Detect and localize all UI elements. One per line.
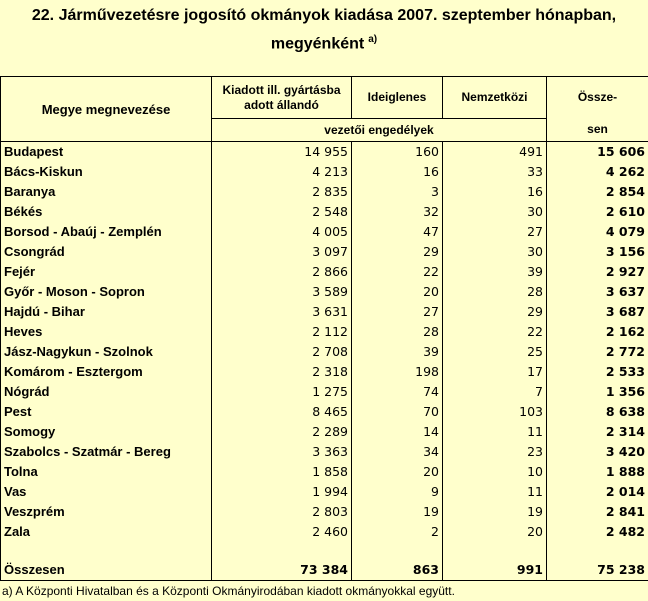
county-name: Somogy	[1, 422, 212, 442]
title-line-2	[0, 28, 648, 56]
cell-ideiglenes: 2	[352, 522, 443, 542]
cell-osszesen: 2 533	[547, 362, 648, 382]
cell-ideiglenes: 198	[352, 362, 443, 382]
cell-allando: 2 548	[212, 202, 352, 222]
cell-nemzetkozi: 30	[443, 242, 547, 262]
table-row	[1, 402, 648, 422]
header-allando: Kiadott ill. gyártásba adott állandó	[212, 77, 352, 119]
cell-osszesen: 2 610	[547, 202, 648, 222]
cell-osszesen: 3 637	[547, 282, 648, 302]
cell-ideiglenes: 863	[352, 560, 443, 581]
cell-ideiglenes: 3	[352, 182, 443, 202]
title-line-1: 22. Járművezetésre jogosító okmányok kiadása 2007. szeptember hónapban,	[31, 7, 617, 24]
cell-osszesen: 2 014	[547, 482, 648, 502]
cell-allando: 14 955	[212, 142, 352, 163]
cell-osszesen: 2 841	[547, 502, 648, 522]
county-name: Bács-Kiskun	[1, 162, 212, 182]
county-name: Nógrád	[1, 382, 212, 402]
cell-nemzetkozi: 7	[443, 382, 547, 402]
cell-nemzetkozi: 27	[443, 222, 547, 242]
county-name: Budapest	[1, 142, 212, 163]
title-line-2-text: megyénként	[270, 35, 365, 53]
header-nemzetkozi: Nemzetközi	[443, 77, 547, 119]
table-title	[0, 0, 648, 76]
county-name: Hajdú - Bihar	[1, 302, 212, 322]
cell-osszesen: 2 772	[547, 342, 648, 362]
county-name: Komárom - Esztergom	[1, 362, 212, 382]
county-name: Pest	[1, 402, 212, 422]
cell-osszesen: 4 079	[547, 222, 648, 242]
cell-nemzetkozi: 23	[443, 442, 547, 462]
cell-nemzetkozi: 19	[443, 502, 547, 522]
cell-osszesen: 75 238	[547, 560, 648, 581]
header-ideiglenes: Ideiglenes	[352, 77, 443, 119]
cell-allando: 3 363	[212, 442, 352, 462]
table-row	[1, 322, 648, 342]
table-row	[1, 482, 648, 502]
cell-ideiglenes: 32	[352, 202, 443, 222]
table-row	[1, 222, 648, 242]
cell-nemzetkozi: 33	[443, 162, 547, 182]
header-county: Megye megnevezése	[1, 77, 212, 142]
cell-allando: 2 866	[212, 262, 352, 282]
cell-allando: 2 318	[212, 362, 352, 382]
county-name: Jász-Nagykun - Szolnok	[1, 342, 212, 362]
cell-ideiglenes: 74	[352, 382, 443, 402]
cell-nemzetkozi: 103	[443, 402, 547, 422]
table-row	[1, 362, 648, 382]
table-row	[1, 162, 648, 182]
footnote: a) A Központi Hivatalban és a Központi Okmányirodában kiadott okmányokkal együtt.	[2, 584, 455, 598]
table-body	[1, 142, 648, 581]
table-row	[1, 522, 648, 542]
spacer-cell	[352, 542, 443, 560]
cell-ideiglenes: 27	[352, 302, 443, 322]
cell-nemzetkozi: 991	[443, 560, 547, 581]
cell-osszesen: 1 888	[547, 462, 648, 482]
header-osszesen-bottom: sen	[547, 119, 648, 142]
cell-nemzetkozi: 20	[443, 522, 547, 542]
header-osszesen-top: Össze-	[547, 77, 648, 119]
spacer-row	[1, 542, 648, 560]
header-vezetoi-engedelyek: vezetői engedélyek	[212, 119, 547, 142]
total-row	[1, 560, 648, 581]
cell-allando: 2 289	[212, 422, 352, 442]
cell-ideiglenes: 47	[352, 222, 443, 242]
county-name: Veszprém	[1, 502, 212, 522]
cell-nemzetkozi: 491	[443, 142, 547, 163]
cell-allando: 4 213	[212, 162, 352, 182]
cell-nemzetkozi: 10	[443, 462, 547, 482]
cell-ideiglenes: 20	[352, 462, 443, 482]
cell-ideiglenes: 34	[352, 442, 443, 462]
county-name: Heves	[1, 322, 212, 342]
table-row	[1, 282, 648, 302]
cell-osszesen: 2 314	[547, 422, 648, 442]
county-name: Összesen	[1, 560, 212, 581]
cell-allando: 73 384	[212, 560, 352, 581]
cell-allando: 4 005	[212, 222, 352, 242]
cell-ideiglenes: 20	[352, 282, 443, 302]
table-row	[1, 382, 648, 402]
table-row	[1, 242, 648, 262]
cell-nemzetkozi: 25	[443, 342, 547, 362]
cell-ideiglenes: 22	[352, 262, 443, 282]
table-row	[1, 202, 648, 222]
table-row	[1, 262, 648, 282]
cell-osszesen: 2 854	[547, 182, 648, 202]
data-table	[0, 76, 648, 581]
cell-nemzetkozi: 11	[443, 482, 547, 502]
cell-ideiglenes: 19	[352, 502, 443, 522]
cell-allando: 3 631	[212, 302, 352, 322]
spacer-cell	[547, 542, 648, 560]
cell-allando: 1 858	[212, 462, 352, 482]
title-note-mark: a)	[368, 34, 378, 45]
cell-allando: 3 589	[212, 282, 352, 302]
county-name: Tolna	[1, 462, 212, 482]
cell-ideiglenes: 70	[352, 402, 443, 422]
county-name: Békés	[1, 202, 212, 222]
cell-osszesen: 15 606	[547, 142, 648, 163]
table-row	[1, 342, 648, 362]
county-name: Győr - Moson - Sopron	[1, 282, 212, 302]
cell-nemzetkozi: 39	[443, 262, 547, 282]
spacer-cell	[443, 542, 547, 560]
county-name: Fejér	[1, 262, 212, 282]
cell-ideiglenes: 16	[352, 162, 443, 182]
cell-allando: 2 460	[212, 522, 352, 542]
table-row	[1, 462, 648, 482]
county-name: Baranya	[1, 182, 212, 202]
cell-nemzetkozi: 11	[443, 422, 547, 442]
table-row	[1, 182, 648, 202]
spacer-cell	[212, 542, 352, 560]
county-name: Szabolcs - Szatmár - Bereg	[1, 442, 212, 462]
cell-osszesen: 2 482	[547, 522, 648, 542]
table-row	[1, 142, 648, 163]
cell-ideiglenes: 39	[352, 342, 443, 362]
county-name: Zala	[1, 522, 212, 542]
cell-ideiglenes: 29	[352, 242, 443, 262]
cell-osszesen: 3 156	[547, 242, 648, 262]
cell-allando: 1 275	[212, 382, 352, 402]
county-name: Vas	[1, 482, 212, 502]
cell-osszesen: 8 638	[547, 402, 648, 422]
cell-osszesen: 4 262	[547, 162, 648, 182]
table-row	[1, 442, 648, 462]
cell-ideiglenes: 9	[352, 482, 443, 502]
cell-nemzetkozi: 17	[443, 362, 547, 382]
cell-nemzetkozi: 29	[443, 302, 547, 322]
cell-ideiglenes: 160	[352, 142, 443, 163]
cell-nemzetkozi: 28	[443, 282, 547, 302]
cell-allando: 2 835	[212, 182, 352, 202]
county-name: Csongrád	[1, 242, 212, 262]
cell-osszesen: 3 420	[547, 442, 648, 462]
cell-osszesen: 2 162	[547, 322, 648, 342]
cell-ideiglenes: 14	[352, 422, 443, 442]
cell-nemzetkozi: 30	[443, 202, 547, 222]
table-row	[1, 302, 648, 322]
cell-allando: 1 994	[212, 482, 352, 502]
cell-allando: 3 097	[212, 242, 352, 262]
table-row	[1, 502, 648, 522]
cell-allando: 2 112	[212, 322, 352, 342]
cell-osszesen: 3 687	[547, 302, 648, 322]
cell-nemzetkozi: 22	[443, 322, 547, 342]
cell-nemzetkozi: 16	[443, 182, 547, 202]
table-row	[1, 422, 648, 442]
cell-allando: 2 803	[212, 502, 352, 522]
cell-allando: 8 465	[212, 402, 352, 422]
header-row	[1, 77, 648, 119]
cell-allando: 2 708	[212, 342, 352, 362]
spacer-cell	[1, 542, 212, 560]
cell-osszesen: 1 356	[547, 382, 648, 402]
cell-ideiglenes: 28	[352, 322, 443, 342]
county-name: Borsod - Abaúj - Zemplén	[1, 222, 212, 242]
cell-osszesen: 2 927	[547, 262, 648, 282]
